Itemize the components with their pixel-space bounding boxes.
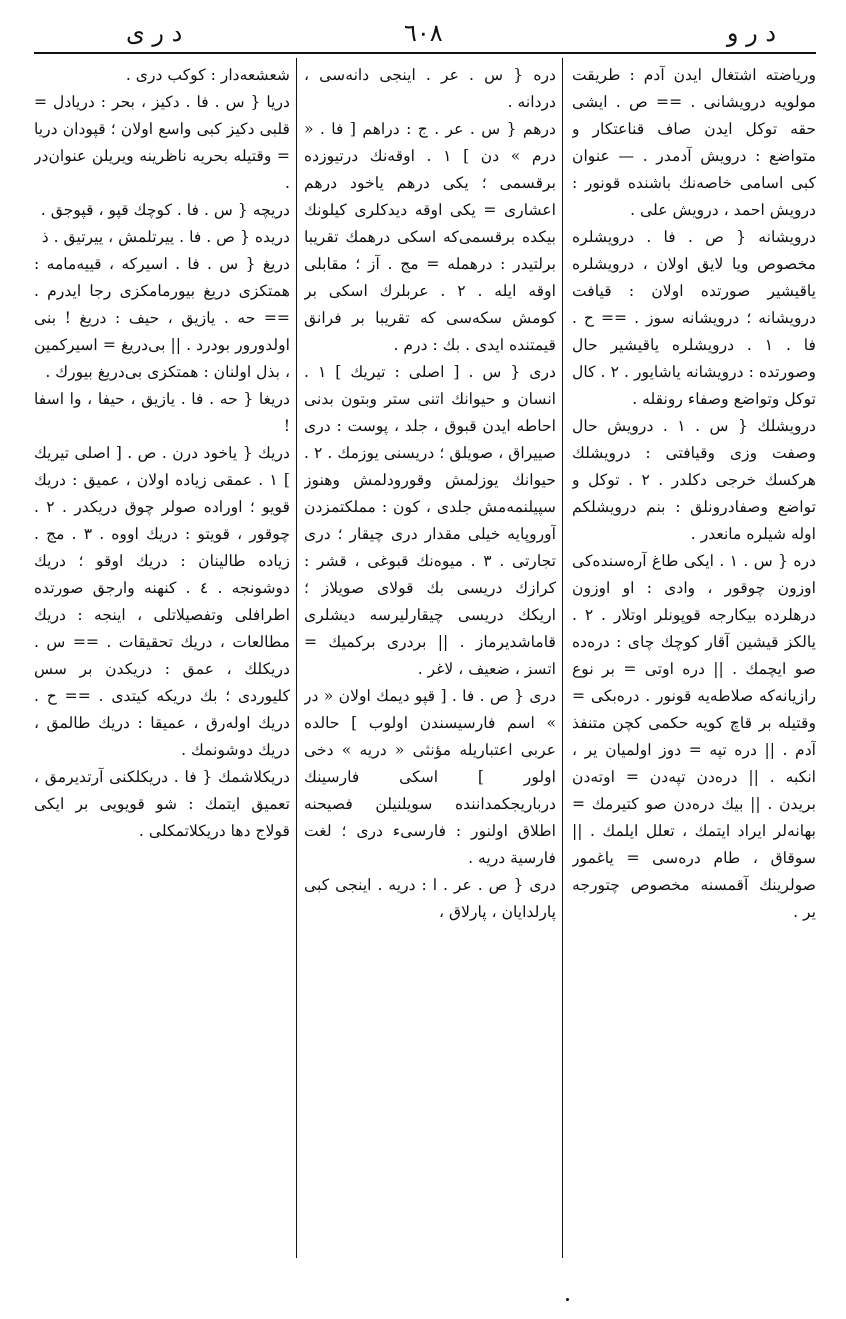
- entry-text: دریغ { س . فا . اسیركه ، قییه‌مامه : همتكزى دریغ بیورمامكزى رجا ایدرم . == حه . یازیق ، حیف : دریغ ! بنى اولدورور بودرد . || بى‌دریغ = اسیركمین ، بذل اولنان : همتكزى بى‌دریغ بیورك .: [34, 255, 290, 381]
- entry-text: دریا { س . فا . دكیز ، بحر : دریادل = قلبى دكیز كبى واسع اولان ؛ قپودان دریا = وقتیله بحریه ناظرینه ویریلن عنوان‌در .: [34, 93, 290, 192]
- entry-text: درى { ص . عر . ا : دریه . اینجى كبى پارلدایان ، پارلاق ،: [304, 876, 556, 921]
- entry-text: شعشعه‌دار : كوكب درى .: [125, 66, 290, 84]
- page-number: ٦٠٨: [404, 19, 443, 47]
- entry-text: درى { ص . فا . [ قپو دیمك اولان « در » اسم فارسیسندن اولوب ] حالده عربى اعتباریله مؤنثى « دریه » دخى اولور ] اسكى فارسینك درباریجكمداننده سویلنیلن فصیحنه اطلاق اولنور : فارسیء درى ؛ لغت فارسیة دریه .: [304, 687, 556, 867]
- page-mark: [566, 1298, 569, 1301]
- column-right: [572, 62, 816, 1262]
- entry-text: دره { س . عر . اینجى دانه‌سى ، دردانه .: [304, 66, 556, 111]
- entry-text: دریك { یاخود درن . ص . [ اصلى تیریك ] ١ . عمقى زیاده اولان ، عمیق : دریك قویو ؛ اوراده صولر چوق دریكدر . ٢ . چوقور ، قویتو : دریك اووه . ٣ . مج . زیاده طالینان : دریك اوقو ؛ دریك دوشونجه . ٤ . كنهنه وارجق صورتده اطرافلى وتفصیلاتلى ، اینجه : دریك مطالعات ، دریك تحقیقات . == س . دریكلك ، عمق : دریكدن بر سس كلیوردى ؛ بك دریكه كیتدى . == ح . دریك اوله‌رق ، عمیقا : دریك طالمق ، دریك دوشونمك .: [34, 444, 290, 759]
- left-guide-word: د ر ى: [126, 19, 183, 47]
- entry-text: دریكلاشمك { فا . دریكلكنى آرتدیرمق ، تعمیق ایتمك : شو قویویى بر ایكى قولاج دها دریكلاتمكلى .: [34, 768, 290, 840]
- entry-text: درى { س . [ اصلى : تیریك ] ١ . انسان و حیوانك اتنى ستر وبتون بدنى احاطه ایدن قبوق ، جلد ، پوست : درى صییراق ، صویلق ؛ دریسنى یوزمك . ٢ . حیوانك یوزلمش وقورودلمش وهنوز سپیلنمه‌مش جلدى ، كون : مملكتمزدن آوروپایه خیلى مقدار درى چیقار ؛ درى تجارتى . ٣ . میوه‌نك قبوغى ، قشر : كرازك دریسى بك قولاى صویلاز ؛ اریكك دریسى چیقارلیرسه دیشلرى قاماشدیرماز . || بردرى بركمیك = اتسز ، ضعیف ، لاغر .: [304, 363, 556, 678]
- entry-text: وریاضته اشتغال ایدن آدم : طریقت مولویه درویشانى . == ص . ایشى حقه توكل ایدن صاف قناعتكار و متواضع : درویش آدمدر . — عنوان كبى اسامى خاصه‌نك باشنده قونور : درویش احمد ، درویش على .: [572, 66, 816, 219]
- column-divider-left: [296, 58, 297, 1258]
- entry-text: دریچه { س . فا . كوچك قپو ، قپوجق .: [40, 201, 290, 219]
- header-rule: [34, 52, 816, 54]
- column-divider-right: [562, 58, 563, 1258]
- entry-text: درهم { س . عر . ج : دراهم [ فا . « درم » دن ] ١ . اوقه‌نك درتیوزده برقسمى ؛ یكى درهم یاخود درهم اعشارى = یكى اوقه دیدكلرى كیلونك بیكده برقسمى‌كه اسكى درهمك تقریبا برلتیدر : درهمله = مج . آز ؛ مقابلى اوقه ایله . ٢ . عربلرك اسكى بر كومش سكه‌سى كه تقریبا بر فرانق قیمتنده ایدى . بك : درم .: [304, 120, 556, 354]
- entry-text: دریغا { حه . فا . یازیق ، حیفا ، وا اسفا !: [34, 390, 290, 435]
- entry-text: دره { س . ١ . ایكى طاغ آره‌سنده‌كى اوزون چوقور ، وادى : او اوزون درهلرده بیكارجه قوپونلر اوتلار . ٢ . یالكز قیشین آقار كوچك چاى : دره‌ده صو ایچمك . || دره اوتى = بر نوع رازیانه‌كه صلاطه‌یه قونور . دره‌بكى = وقتیله بر قاچ كویه حكمى كچن متنفذ آدم . || دره تپه = دوز اولمیان یر ، انكبه . || دره‌دن تپه‌دن = اوته‌دن بریدن . || بیك دره‌دن صو كتیرمك = بهانه‌لر ایراد ایتمك ، تعلل ایلمك . || سوقاق ، طام دره‌سى = یاغمور صولرینك آقمسنه مخصوص چتورجه یر .: [572, 552, 816, 921]
- right-guide-word: د ر و: [726, 19, 776, 47]
- entry-text: درویشلك { س . ١ . درویش حال وصفت وزى وقیافتى : درویشلك هركسك خرجى دكلدر . ٢ . توكل و تواضع وصفادرونلق : بنم درویشلكم اوله شیلره مانعدر .: [572, 417, 816, 543]
- column-middle: [304, 62, 556, 1262]
- column-left: [34, 62, 290, 1262]
- entry-text: درویشانه { ص . فا . درویشلره مخصوص ویا لایق اولان ، درویشلره یاقیشیر صورتده اولان : قیافت درویشانه ؛ درویشانه سوز . == ح . فا . ١ . درویشلره یاقیشیر حال وصورتده : درویشانه یاشایور . ٢ . كال توكل وتواضع وصفاء رونقله .: [572, 228, 816, 408]
- page-header: [34, 18, 816, 48]
- entry-text: دریده { ص . فا . ییرتلمش ، ییرتیق . ذ: [41, 228, 290, 246]
